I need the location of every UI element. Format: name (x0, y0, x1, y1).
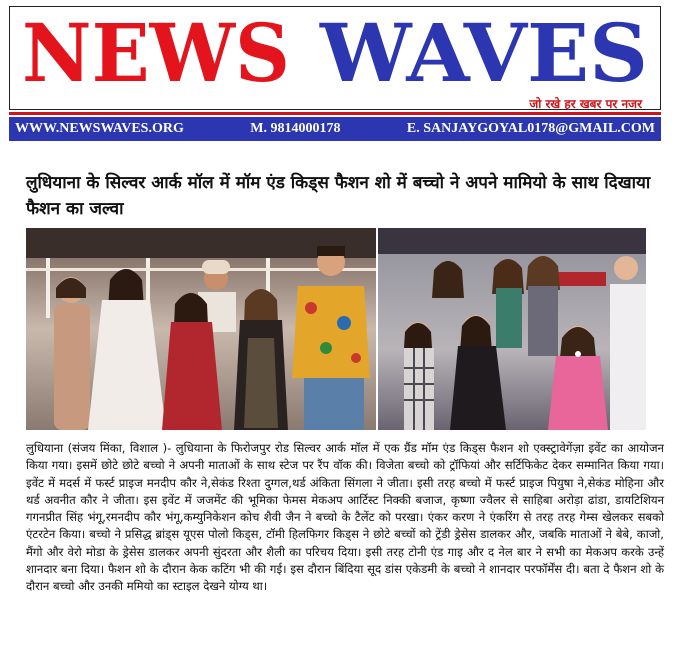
mobile-number: M. 9814000178 (250, 121, 341, 136)
masthead-tagline: जो रखे हर खबर पर नजर (529, 97, 642, 111)
svg-text:NEWS: NEWS (22, 6, 290, 100)
article-body: लुधियाना (संजय मिंका, विशाल )- लुधियाना के फिरोजपुर रोड सिल्वर आर्क मॉल में एक ग्रैंड मॉम एंड किड्स फैशन शो एक्स्ट्रावेगेंज़ा इवेंट का आयोजन किया गया। इसमें छोटे छोटे बच्चो ने अपनी माताओं के साथ स्टेज पर रैंप वॉक की। विजेता बच्चो को ट्रॉफियां और सर्टिफिकेट देकर सम्मानित किया गया। इवेंट में मदर्स में फर्स्ट प्राइज मनदीप कौर ने,सेकंड रिश्ता दुग्गल,थर्ड अंकिता सिंगला ने जीता। इसी तरह बच्चो में फर्स्ट प्राइज पियुषा ने,सेकंड मोहिना और थर्ड अवनीत कौर ने जीता। इस इवेंट में जजमेंट की भूमिका फेमस मेकअप आर्टिस्ट निक्की बजाज, कृष्णा ज्वैलर से साहिबा अरोड़ा ढांडा, डायटिशियन गगनप्रीत सिंह भंगू,रमनदीप कौर भंगू,कम्युनिकेशन कोच शैवी जैन ने बच्चो के टैलेंट को परखा। एंकर करण ने एंकरिंग से तरह तरह गेम्स खेलकर सबको एंटरटेन किया। बच्चो ने प्रसिद्ध ब्रांड्स यूएस पोलो किड्स, टॉमी हिलफिगर किड्स ने छोटे बच्चों को ट्रेंडी ड्रेसेस डालकर और, जबकि माताओं ने बेबे, काजो, मैंगो और वेरो मोडा के ड्रेसेस डालकर अपनी सुंदरता और शैली का परिचय दिया। इसी तरह टोनी एंड गाइ और द नेल बार ने सभी का मेकअप करके उन्हें शानदार बना दिया। फैशन शो के दौरान केक कटिंग भी की गई। इस दौरान बिंदिया सूद डांस एकेडमी के बच्चो ने शानदार परफॉर्मेंस दी। बता दे फैशन शो के दौरान बच्चो और उनकी ममियो का स्टाइल देखने योग्य था। (26, 441, 665, 594)
photo-kids-group-image (378, 228, 646, 430)
photo-mothers-group (26, 228, 376, 430)
newswaves-logo (20, 6, 650, 100)
masthead-divider (9, 112, 661, 115)
photo-mothers-group-image (26, 228, 376, 430)
contact-bar (9, 117, 661, 141)
article-headline: लुधियाना के सिल्वर आर्क मॉल में मॉम एंड किड्स फैशन शो में बच्चो ने अपने मामियो के साथ दिखाया फैशन का जल्वा (26, 173, 651, 219)
svg-text:WAVES: WAVES (318, 6, 648, 100)
email-address[interactable]: E. SANJAYGOYAL0178@GMAIL.COM (406, 121, 655, 136)
photo-kids-group (378, 228, 646, 430)
masthead (9, 6, 661, 110)
website-link[interactable]: WWW.NEWSWAVES.ORG (15, 121, 184, 136)
